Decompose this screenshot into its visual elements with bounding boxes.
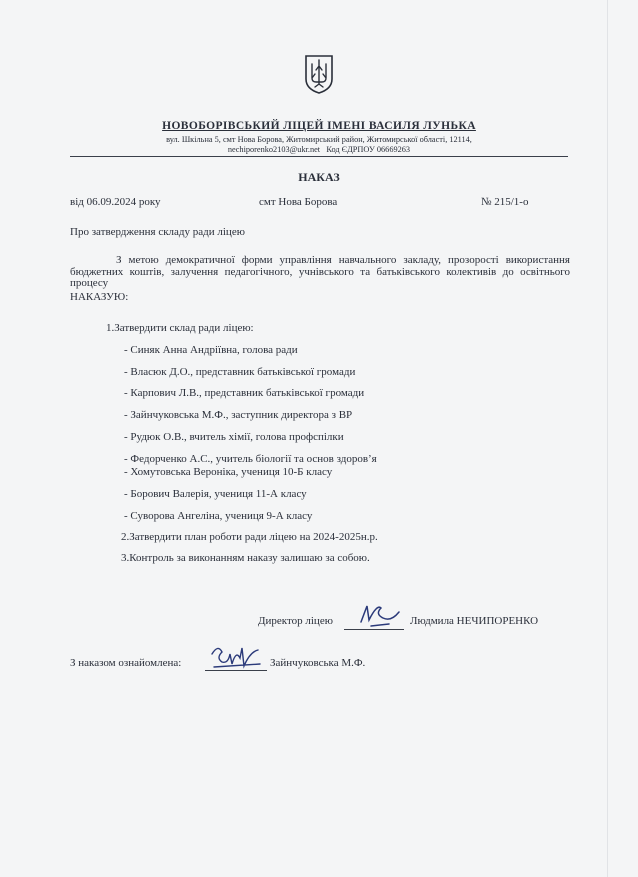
member-item: - Зайнчуковська М.Ф., заступник директора з ВР xyxy=(124,409,353,421)
order-word: НАКАЗУЮ: xyxy=(70,291,129,303)
member-item: - Карпович Л.В., представник батьківської громади xyxy=(124,387,365,399)
member-item: - Синяк Анна Андріївна, голова ради xyxy=(124,344,298,356)
director-signature-icon xyxy=(355,600,405,632)
order-place: смт Нова Борова xyxy=(259,196,338,208)
order-item-3: 3.Контроль за виконанням наказу залишаю за собою. xyxy=(121,552,370,564)
order-title: НАКАЗ xyxy=(298,170,340,184)
member-item: - Хомутовська Вероніка, учениця 10-Б класу xyxy=(124,466,333,478)
member-item: - Власюк Д.О., представник батьківської громади xyxy=(124,366,356,378)
director-name: Людмила НЕЧИПОРЕНКО xyxy=(410,615,539,627)
member-item: - Борович Валерія, учениця 11-А класу xyxy=(124,488,307,500)
header-divider xyxy=(70,156,568,157)
member-item: - Суворова Ангеліна, учениця 9-А класу xyxy=(124,510,313,522)
preamble-text: З метою демократичної форми управління навчального закладу, прозорості використання бюджетних коштів, залучення педагогічного, учнівського та батьківського колективів до освітнього процесу xyxy=(70,254,570,289)
member-item: - Федорченко А.С., учитель біології та основ здоров’я xyxy=(124,453,377,465)
school-edrpou: Код ЄДРПОУ 06669263 xyxy=(326,145,411,154)
order-number: № 215/1-о xyxy=(481,196,529,208)
preamble-paragraph xyxy=(70,255,570,290)
trident-coat-of-arms-icon xyxy=(303,54,335,94)
member-item: - Рудюк О.В., вчитель хімії, голова профспілки xyxy=(124,431,344,443)
director-label: Директор ліцею xyxy=(258,615,333,627)
order-subject: Про затвердження складу ради ліцею xyxy=(70,226,245,238)
school-email: nechiporenko2103@ukr.net xyxy=(227,145,321,154)
school-address: вул. Шкільна 5, смт Нова Борова, Житомирський район, Житомирської області, 12114, xyxy=(166,135,472,144)
order-date: від 06.09.2024 року xyxy=(70,196,161,208)
acknowledgement-signature-icon xyxy=(208,640,266,672)
school-name: НОВОБОРІВСЬКИЙ ЛІЦЕЙ ІМЕНІ ВАСИЛЯ ЛУНЬКА xyxy=(162,120,476,132)
order-item-1: 1.Затвердити склад ради ліцею: xyxy=(106,322,254,334)
school-contact xyxy=(0,145,638,154)
acknowledgement-label: З наказом ознайомлена: xyxy=(70,657,182,669)
order-item-2: 2.Затвердити план роботи ради ліцею на 2024-2025н.р. xyxy=(121,531,378,543)
acknowledgement-name: Зайнчуковська М.Ф. xyxy=(270,657,366,669)
